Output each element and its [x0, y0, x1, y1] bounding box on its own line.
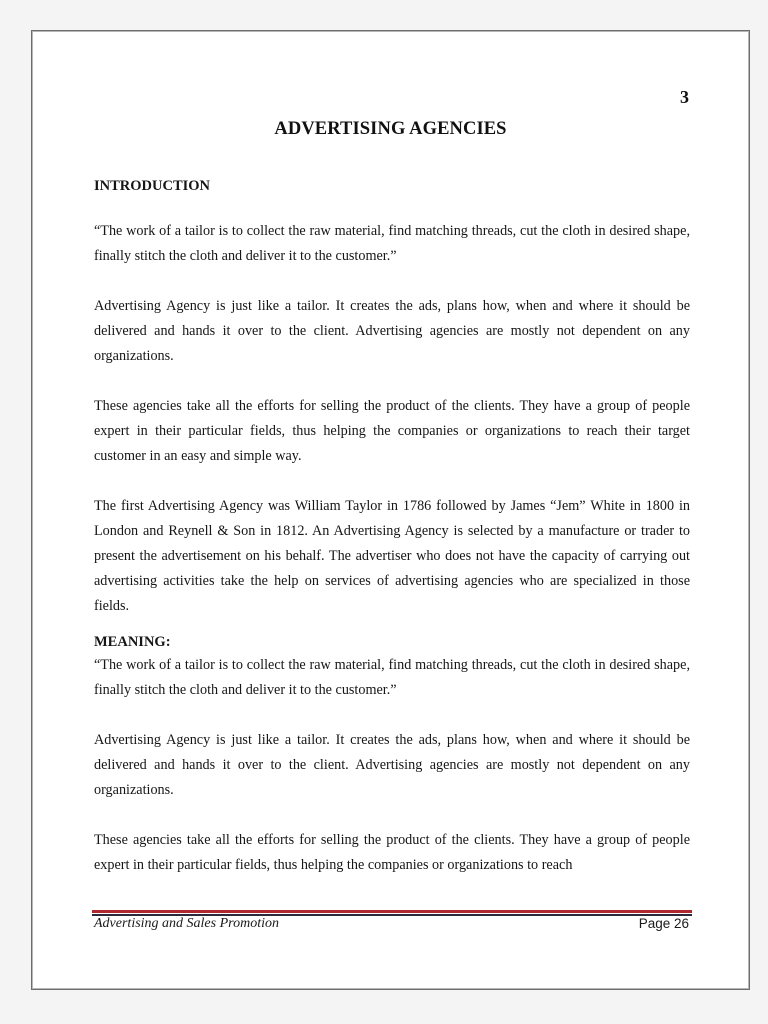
- paragraph: These agencies take all the efforts for selling the product of the clients. They have a group of people expert in their particular fields, thus helping the companies or organizations to reach: [94, 832, 690, 873]
- paragraph: Advertising Agency is just like a tailor. It creates the ads, plans how, when and where it should be delivered and hands it over to the client. Advertising agencies are mostly not dependent on any organizations.: [94, 298, 690, 364]
- paragraph: These agencies take all the efforts for selling the product of the clients. They have a group of people expert in their particular fields, thus helping the companies or organizations to reach their target customer in an easy and simple way.: [94, 398, 690, 464]
- page-title: ADVERTISING AGENCIES: [274, 119, 507, 139]
- page-body: [94, 175, 690, 878]
- section-heading-introduction: INTRODUCTION: [94, 178, 211, 194]
- section-heading-meaning: MEANING:: [94, 634, 171, 650]
- paragraph: Advertising Agency is just like a tailor. It creates the ads, plans how, when and where it should be delivered and hands it over to the client. Advertising agencies are mostly not dependent on any organizations.: [94, 732, 690, 798]
- paragraph: The first Advertising Agency was William Taylor in 1786 followed by James “Jem” White in 1800 in London and Reynell & Son in 1812. An Advertising Agency is selected by a manufacture or trader to present the advertisement on his behalf. The advertiser who does not have the capacity of carrying out advertising activities take the help on services of advertising agencies who are specialized in those fields.: [94, 498, 690, 614]
- footer-page-number: Page 26: [638, 916, 689, 931]
- footer-book-title: Advertising and Sales Promotion: [94, 916, 279, 931]
- paragraph: “The work of a tailor is to collect the raw material, find matching threads, cut the cloth in desired shape, finally stitch the cloth and deliver it to the customer.”: [94, 657, 690, 698]
- chapter-number: 3: [680, 87, 689, 107]
- page-sheet: [31, 30, 750, 990]
- paragraph: “The work of a tailor is to collect the raw material, find matching threads, cut the cloth in desired shape, finally stitch the cloth and deliver it to the customer.”: [94, 223, 690, 264]
- footer-divider-accent: [92, 910, 692, 913]
